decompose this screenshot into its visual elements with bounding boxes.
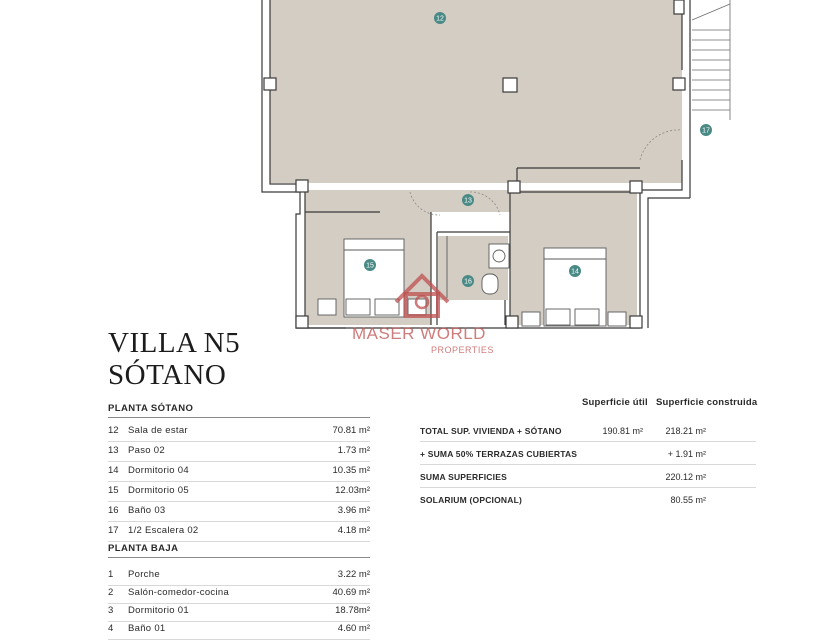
room-label-12: 12	[436, 15, 444, 23]
staircase	[692, 0, 730, 120]
table-row	[108, 585, 370, 604]
room-area: 18.78m²	[335, 605, 370, 616]
room-number: 14	[108, 465, 119, 476]
room-number: 3	[108, 605, 114, 616]
watermark-subtext: PROPERTIES	[431, 345, 494, 355]
room-number: 4	[108, 623, 114, 634]
room-name: Dormitorio 04	[128, 465, 189, 476]
table-row	[108, 567, 370, 586]
summary-label: SUMA SUPERFICIES	[420, 472, 507, 482]
room-number: 16	[108, 505, 119, 516]
summary-label: + SUMA 50% TERRAZAS CUBIERTAS	[420, 449, 578, 459]
floor-sala-de-estar	[270, 0, 682, 183]
table-row	[108, 621, 370, 640]
room-area: 1.73 m²	[337, 445, 370, 456]
room-area: 40.69 m²	[332, 587, 370, 598]
room-name: 1/2 Escalera 02	[128, 525, 199, 536]
summary-util: 190.81 m²	[602, 426, 643, 436]
room-label-13: 13	[464, 197, 472, 205]
table-row	[108, 423, 370, 442]
room-name: Dormitorio 01	[128, 605, 189, 616]
table-row	[108, 523, 370, 542]
room-name: Sala de estar	[128, 425, 188, 436]
summary-row	[420, 443, 756, 465]
summary-construida: 220.12 m²	[665, 472, 706, 482]
summary-construida: + 1.91 m²	[667, 449, 706, 459]
room-number: 1	[108, 569, 114, 580]
room-name: Salón-comedor-cocina	[128, 587, 230, 598]
summary-label: SOLARIUM (OPCIONAL)	[420, 495, 523, 505]
room-label-14: 14	[571, 268, 579, 276]
room-area: 12.03m²	[335, 485, 370, 496]
room-number: 15	[108, 485, 119, 496]
summary-label: TOTAL SUP. VIVIENDA + SÓTANO	[420, 426, 562, 436]
summary-row	[420, 466, 756, 488]
room-number: 2	[108, 587, 114, 598]
room-name: Paso 02	[128, 445, 165, 456]
table-row	[108, 503, 370, 522]
table-row	[108, 443, 370, 462]
watermark-text: MASER WORLD	[352, 324, 486, 343]
room-number: 12	[108, 425, 119, 436]
room-label-15: 15	[366, 262, 374, 270]
table-row	[108, 483, 370, 502]
summary-construida: 218.21 m²	[665, 426, 706, 436]
room-area: 70.81 m²	[332, 425, 370, 436]
column-header-construida: Superficie construida	[656, 397, 758, 408]
room-number: 13	[108, 445, 119, 456]
room-area: 4.18 m²	[337, 525, 370, 536]
summary-row	[420, 489, 756, 510]
room-name: Baño 03	[128, 505, 166, 516]
table-row	[108, 463, 370, 482]
page-title-line2: SÓTANO	[108, 359, 227, 391]
room-number: 17	[108, 525, 119, 536]
room-area: 10.35 m²	[332, 465, 370, 476]
room-label-17: 17	[702, 127, 710, 135]
room-area: 4.60 m²	[337, 623, 370, 634]
section-heading-sotano: PLANTA SÓTANO	[108, 403, 370, 418]
summary-construida: 80.55 m²	[670, 495, 706, 505]
table-row	[108, 603, 370, 622]
column-header-util: Superficie útil	[582, 397, 648, 408]
room-area: 3.96 m²	[337, 505, 370, 516]
section-heading-baja: PLANTA BAJA	[108, 543, 370, 558]
room-area: 3.22 m²	[337, 569, 370, 580]
page-title-line1: VILLA N5	[108, 327, 241, 359]
summary-row	[420, 420, 756, 442]
room-name: Dormitorio 05	[128, 485, 189, 496]
room-label-16: 16	[464, 278, 472, 286]
room-name: Baño 01	[128, 623, 166, 634]
room-name: Porche	[128, 569, 160, 580]
